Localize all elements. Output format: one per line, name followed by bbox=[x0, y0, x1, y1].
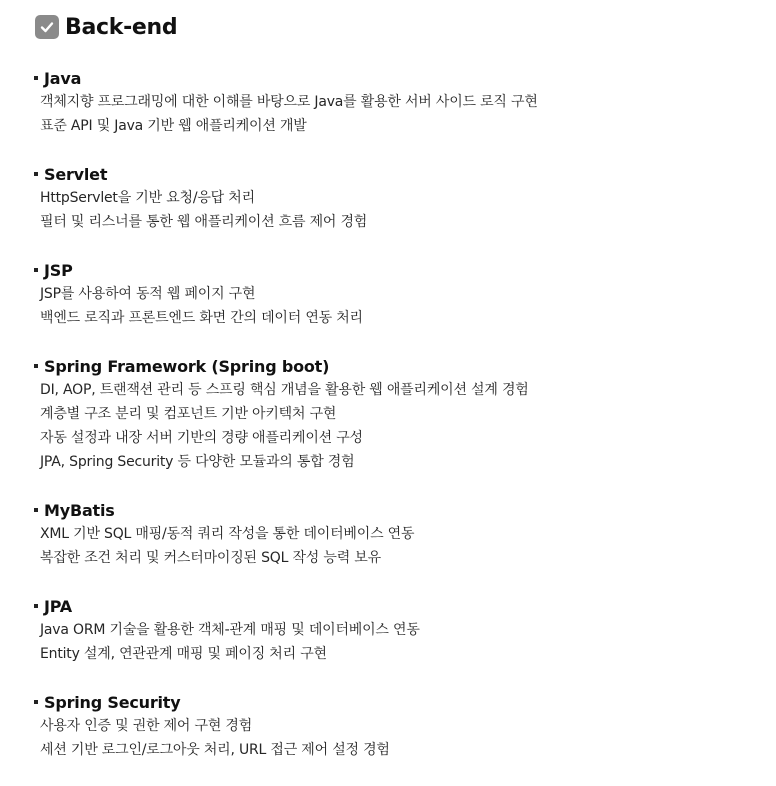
list-item: 자동 설정과 내장 서버 기반의 경량 애플리케이션 구성 bbox=[40, 430, 363, 446]
section-title bbox=[34, 258, 754, 282]
section-spring-framework bbox=[34, 354, 754, 498]
bullet-icon bbox=[34, 76, 38, 80]
list-item: 세션 기반 로그인/로그아웃 처리, URL 접근 제어 설정 경험 bbox=[40, 742, 390, 758]
list-item: JPA, Spring Security 등 다양한 모듈과의 통합 경험 bbox=[40, 454, 355, 470]
page-title: Back-end bbox=[65, 14, 178, 40]
section-jsp bbox=[34, 258, 754, 354]
checkbox-checked-icon bbox=[35, 15, 59, 39]
list-item: HttpServlet을 기반 요청/응답 처리 bbox=[40, 190, 255, 206]
section-title bbox=[34, 594, 754, 618]
section-java bbox=[34, 66, 754, 162]
section-mybatis bbox=[34, 498, 754, 594]
page-header bbox=[35, 12, 177, 42]
list-item: Entity 설계, 연관관계 매핑 및 페이징 처리 구현 bbox=[40, 646, 327, 662]
section-title bbox=[34, 66, 754, 90]
section-title bbox=[34, 354, 754, 378]
list-item: 필터 및 리스너를 통한 웹 애플리케이션 흐름 제어 경험 bbox=[40, 214, 368, 230]
section-title-text: JSP bbox=[44, 260, 73, 280]
section-title-text: Java bbox=[44, 68, 82, 88]
list-item: 백엔드 로직과 프론트엔드 화면 간의 데이터 연동 처리 bbox=[40, 310, 363, 326]
section-title-text: MyBatis bbox=[44, 500, 115, 520]
bullet-icon bbox=[34, 508, 38, 512]
bullet-icon bbox=[34, 172, 38, 176]
list-item: JSP를 사용하여 동적 웹 페이지 구현 bbox=[40, 286, 256, 302]
bullet-icon bbox=[34, 364, 38, 368]
bullet-icon bbox=[34, 604, 38, 608]
section-title-text: Spring Framework (Spring boot) bbox=[44, 356, 330, 376]
bullet-icon bbox=[34, 700, 38, 704]
skill-sections bbox=[34, 66, 754, 786]
list-item: 객체지향 프로그래밍에 대한 이해를 바탕으로 Java를 활용한 서버 사이드 로직 구현 bbox=[40, 94, 538, 110]
list-item: XML 기반 SQL 매핑/동적 쿼리 작성을 통한 데이터베이스 연동 bbox=[40, 526, 415, 542]
section-title-text: Servlet bbox=[44, 164, 108, 184]
list-item: 계층별 구조 분리 및 컴포넌트 기반 아키텍처 구현 bbox=[40, 406, 337, 422]
list-item: 표준 API 및 Java 기반 웹 애플리케이션 개발 bbox=[40, 118, 307, 134]
section-jpa bbox=[34, 594, 754, 690]
list-item: Java ORM 기술을 활용한 객체-관계 매핑 및 데이터베이스 연동 bbox=[40, 622, 420, 638]
list-item: 복잡한 조건 처리 및 커스터마이징된 SQL 작성 능력 보유 bbox=[40, 550, 381, 566]
section-title-text: Spring Security bbox=[44, 692, 181, 712]
section-title bbox=[34, 162, 754, 186]
section-title-text: JPA bbox=[44, 596, 72, 616]
list-item: DI, AOP, 트랜잭션 관리 등 스프링 핵심 개념을 활용한 웹 애플리케이션 설계 경험 bbox=[40, 382, 529, 398]
section-spring-security bbox=[34, 690, 754, 786]
bullet-icon bbox=[34, 268, 38, 272]
section-title bbox=[34, 498, 754, 522]
section-servlet bbox=[34, 162, 754, 258]
list-item: 사용자 인증 및 권한 제어 구현 경험 bbox=[40, 718, 253, 734]
section-title bbox=[34, 690, 754, 714]
